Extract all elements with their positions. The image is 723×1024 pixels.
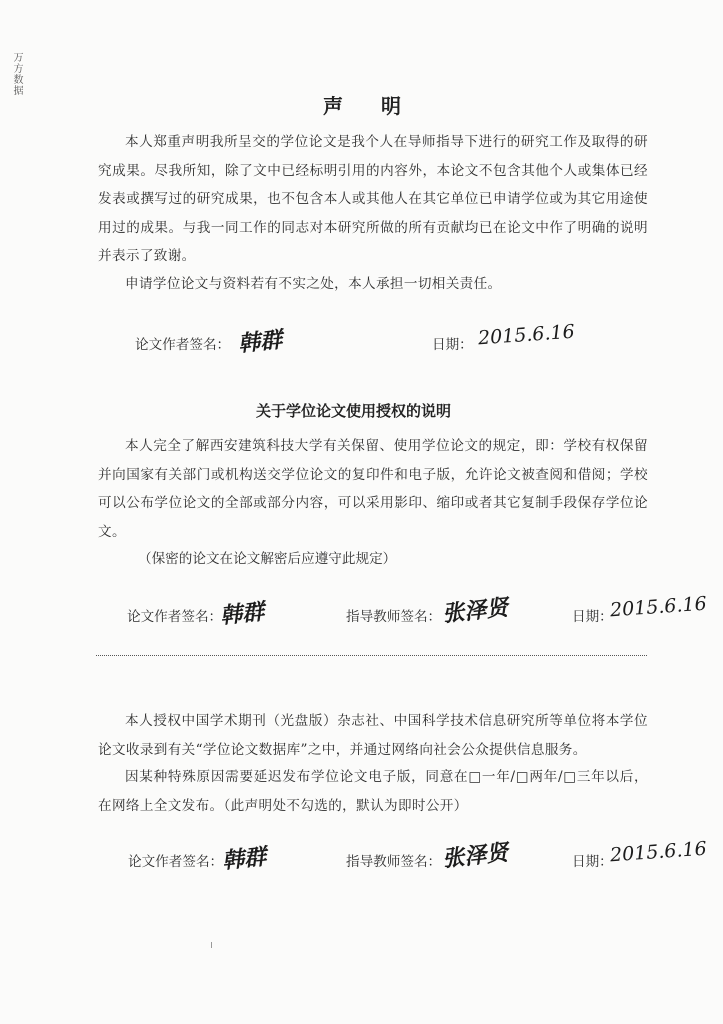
publication-author-label: 论文作者签名： — [128, 854, 224, 870]
publication-date-label: 日期： — [572, 854, 613, 870]
watermark: 万方数据 — [11, 52, 22, 96]
publication-date-value: 2015.6.16 — [609, 837, 708, 867]
declaration-title-left: 声 — [323, 94, 345, 118]
declaration-date-label: 日期： — [432, 337, 473, 353]
authorization-title: 关于学位论文使用授权的说明 — [256, 402, 452, 420]
publication-paragraph: 本人授权中国学术期刊（光盘版）杂志社、中国科学技术信息研究所等单位将本学位论文收录到有关“学位论文数据库”之中，并通过网络向社会公众提供信息服务。 — [98, 713, 648, 758]
dotted-separator — [96, 655, 647, 656]
authorization-date-label: 日期： — [572, 609, 613, 625]
authorization-date-value: 2015.6.16 — [609, 592, 708, 622]
authorization-paragraph: 本人完全了解西安建筑科技大学有关保留、使用学位论文的规定，即：学校有权保留并向国家有关部门或机构送交学位论文的复印件和电子版，允许论文被查阅和借阅；学校可以公布学位论文的全部或部分内容，可以采用影印、缩印或者其它复制手段保存学位论文。 — [98, 438, 648, 540]
declaration-author-label: 论文作者签名： — [135, 337, 231, 353]
publication-author-signature: 韩群 — [220, 843, 268, 875]
declaration-paragraph: 本人郑重声明我所呈交的学位论文是我个人在导师指导下进行的研究工作及取得的研究成果。尽我所知，除了文中已经标明引用的内容外，本论文不包含其他个人或集体已经发表或撰写过的研究成果，也不包含本人或其他人在其它单位已申请学位或为其它用途使用过的成果。与我一同工作的同志对本研究所做的所有贡献均已在论文中作了明确的说明并表示了致谢。 — [98, 134, 648, 264]
authorization-advisor-signature: 张泽贤 — [440, 594, 510, 628]
declaration-author-signature: 韩群 — [236, 326, 284, 358]
declaration-date-value: 2015.6.16 — [477, 320, 576, 350]
authorization-note: （保密的论文在论文解密后应遵守此规定） — [138, 551, 397, 567]
scan-speck — [211, 942, 212, 948]
authorization-author-signature: 韩群 — [218, 598, 266, 630]
publication-delay-paragraph: 因某种特殊原因需要延迟发布学位论文电子版，同意在□一年/□两年/□三年以后，在网络上全文发布。（此声明处不勾选的，默认为即时公开） — [98, 769, 648, 814]
declaration-title — [323, 90, 403, 119]
declaration-title-right: 明 — [381, 94, 403, 118]
authorization-advisor-label: 指导教师签名： — [346, 609, 442, 625]
publication-advisor-signature: 张泽贤 — [440, 839, 510, 873]
authorization-author-label: 论文作者签名： — [127, 609, 223, 625]
publication-advisor-label: 指导教师签名： — [346, 854, 442, 870]
declaration-responsibility: 申请学位论文与资料若有不实之处，本人承担一切相关责任。 — [125, 276, 502, 292]
